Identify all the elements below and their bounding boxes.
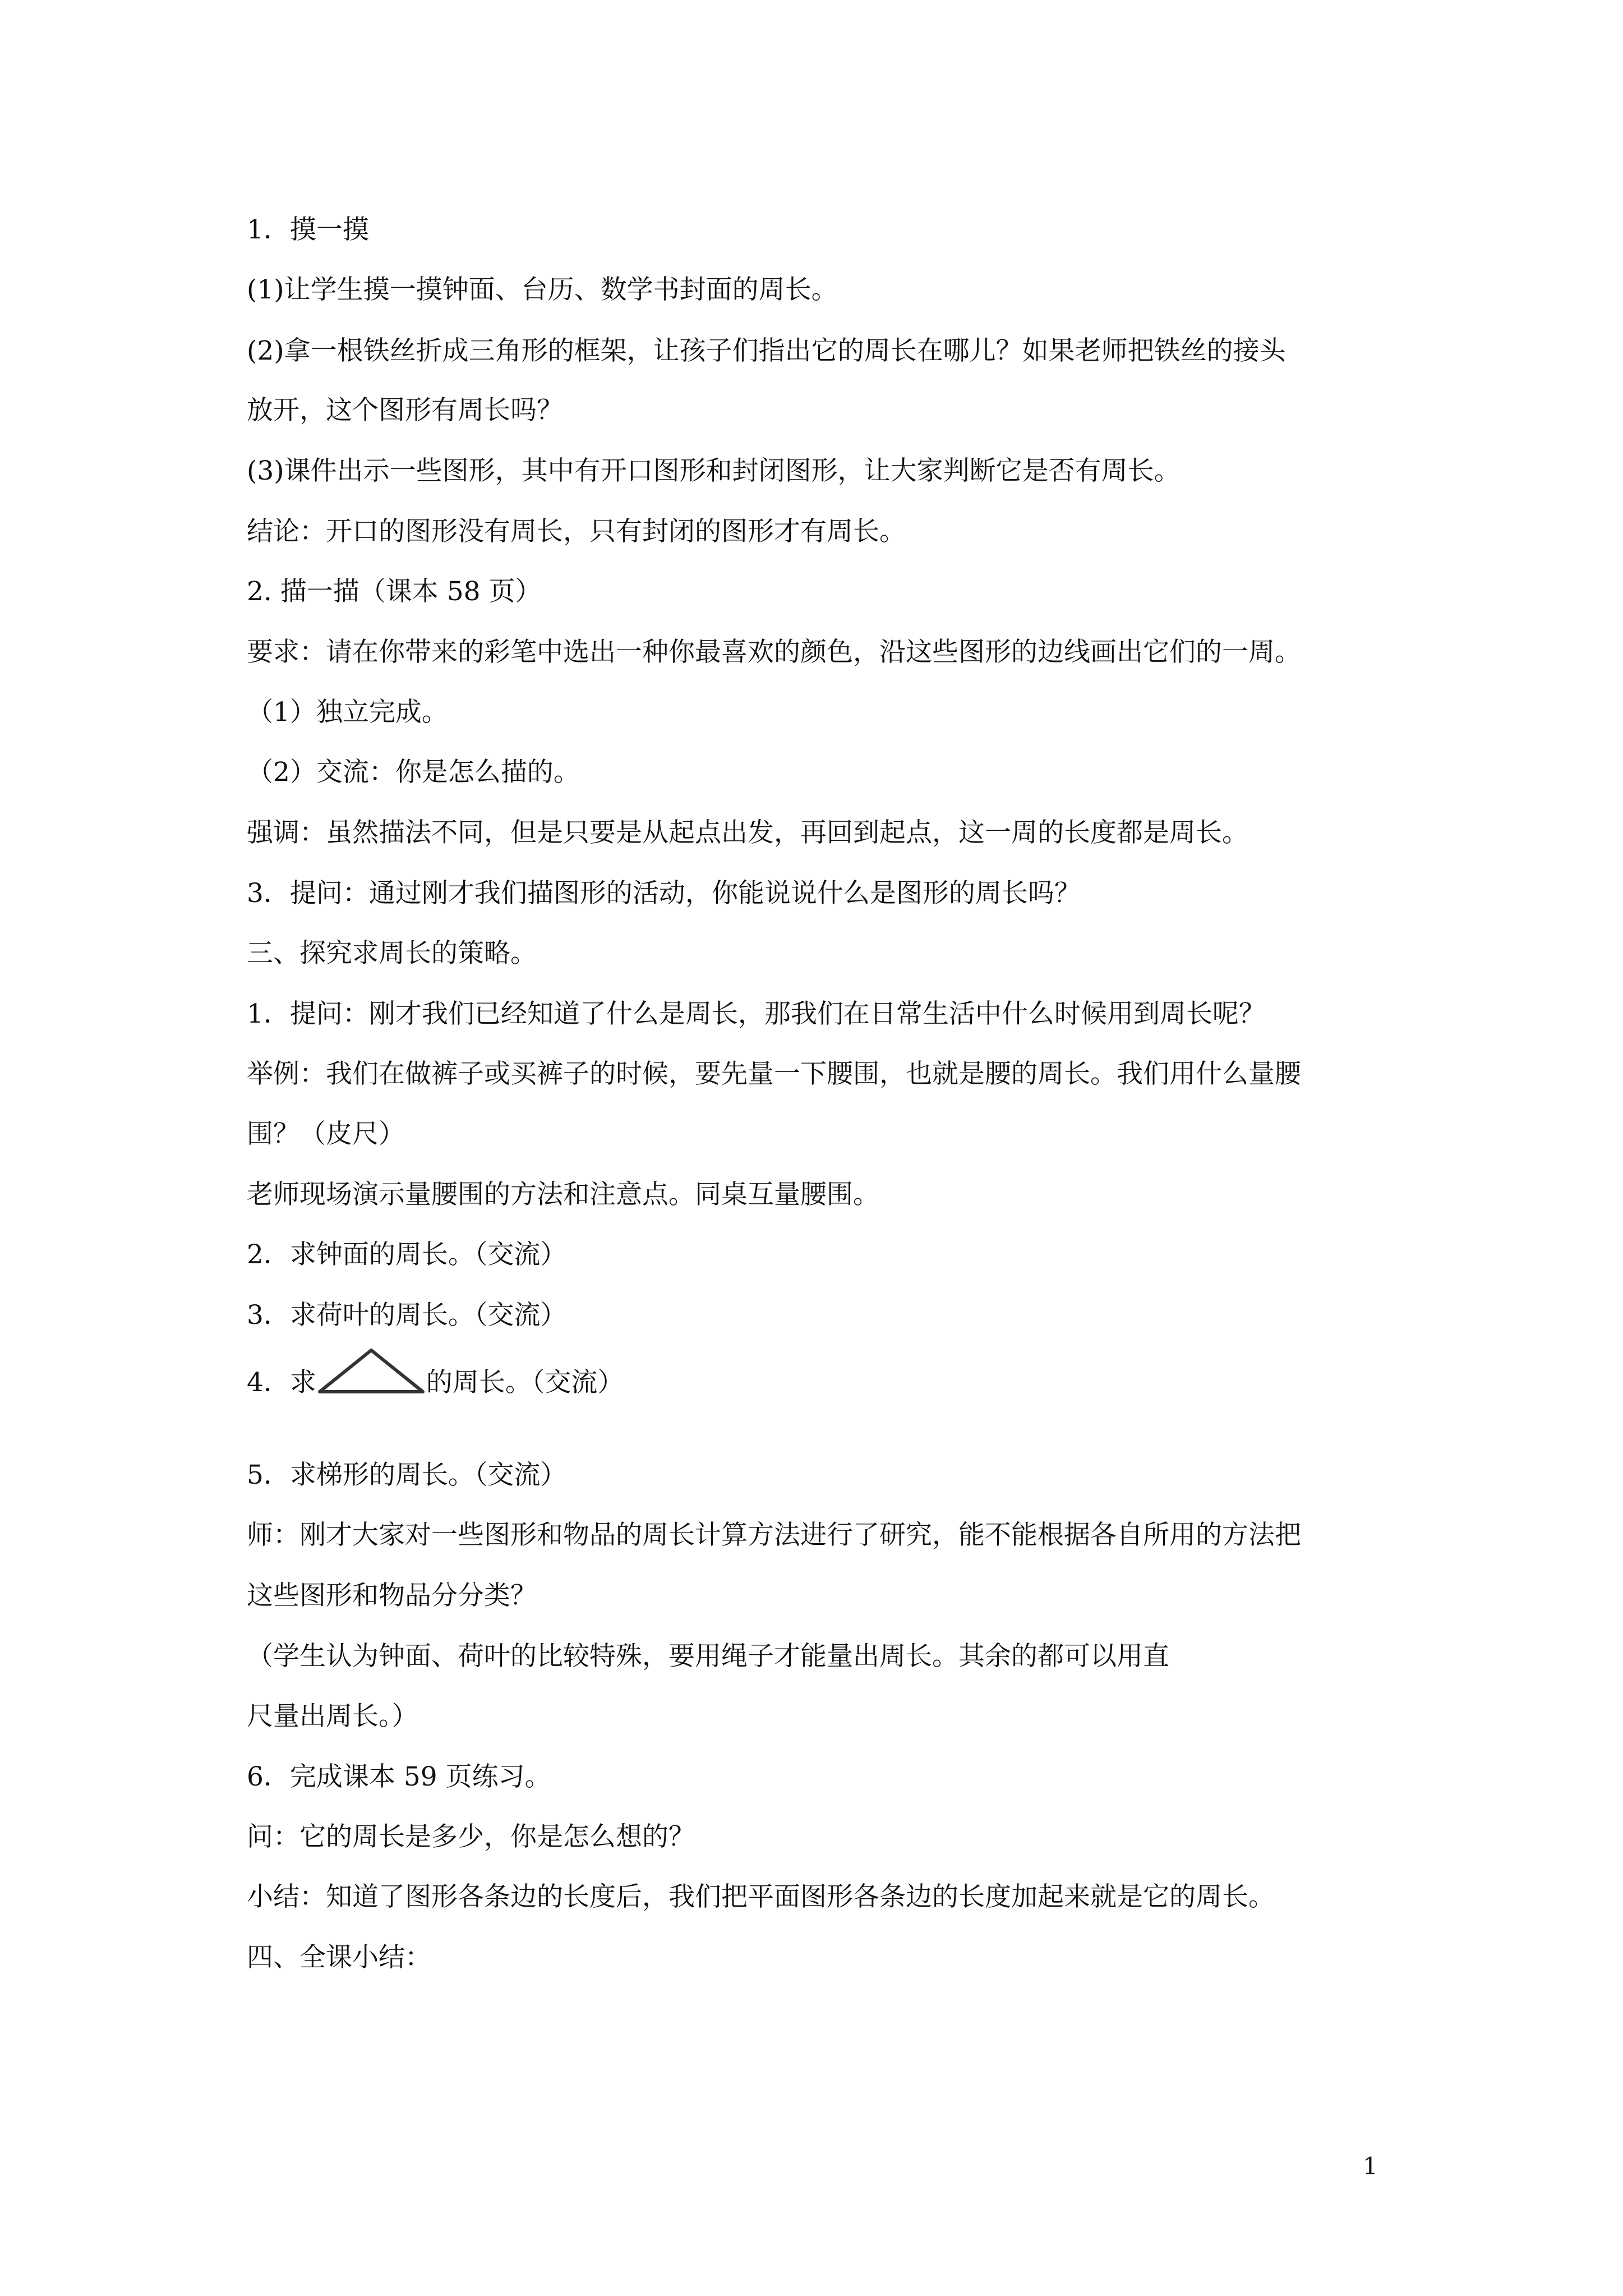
text-line: 三、探究求周长的策略。 <box>247 938 537 969</box>
triangle-line-suffix: 的周长。（交流） <box>426 1367 624 1398</box>
text-line: （学生认为钟面、荷叶的比较特殊，要用绳子才能量出周长。其余的都可以用直 <box>247 1641 1169 1672</box>
text-line: 要求：请在你带来的彩笔中选出一种你最喜欢的颜色，沿这些图形的边线画出它们的一周。 <box>247 637 1301 668</box>
text-line: 这些图形和物品分分类？ <box>247 1580 537 1611</box>
text-line: 围？（皮尺） <box>247 1119 405 1149</box>
text-line: 2．求钟面的周长。（交流） <box>247 1239 567 1270</box>
text-line: 5．求梯形的周长。（交流） <box>247 1460 567 1490</box>
text-line: 举例：我们在做裤子或买裤子的时候，要先量一下腰围，也就是腰的周长。我们用什么量腰 <box>247 1059 1301 1089</box>
text-line: 3．求荷叶的周长。（交流） <box>247 1300 567 1331</box>
triangle-line <box>247 1343 624 1400</box>
text-line: 小结：知道了图形各条边的长度后，我们把平面图形各条边的长度加起来就是它的周长。 <box>247 1881 1275 1912</box>
text-line: 2. 描一描（课本 58 页） <box>247 576 542 607</box>
text-line: (1)让学生摸一摸钟面、台历、数学书封面的周长。 <box>247 274 838 305</box>
text-line: （2）交流：你是怎么描的。 <box>247 757 580 788</box>
text-line: 尺量出周长。） <box>247 1701 418 1732</box>
triangle-line-prefix: 4．求 <box>247 1367 316 1398</box>
text-line: 1．提问：刚才我们已经知道了什么是周长，那我们在日常生活中什么时候用到周长呢？ <box>247 999 1265 1029</box>
text-line: 放开，这个图形有周长吗？ <box>247 395 563 426</box>
text-line: 3．提问：通过刚才我们描图形的活动，你能说说什么是图形的周长吗？ <box>247 878 1081 909</box>
text-line: 老师现场演示量腰围的方法和注意点。同桌互量腰围。 <box>247 1179 879 1210</box>
text-line: 6．完成课本 59 页练习。 <box>247 1761 551 1792</box>
text-line: 结论：开口的图形没有周长，只有封闭的图形才有周长。 <box>247 516 906 547</box>
text-line: 师：刚才大家对一些图形和物品的周长计算方法进行了研究，能不能根据各自所用的方法把 <box>247 1520 1301 1550</box>
text-line: 1．摸一摸 <box>247 214 369 245</box>
text-line: 强调：虽然描法不同，但是只要是从起点出发，再回到起点，这一周的长度都是周长。 <box>247 817 1248 848</box>
page-number: 1 <box>1363 2152 1378 2180</box>
text-line: 问：它的周长是多少，你是怎么想的？ <box>247 1821 695 1852</box>
text-line: (2)拿一根铁丝折成三角形的框架，让孩子们指出它的周长在哪儿？如果老师把铁丝的接头 <box>247 335 1286 366</box>
text-line: （1）独立完成。 <box>247 697 448 728</box>
triangle-icon <box>317 1343 425 1400</box>
text-line: 四、全课小结： <box>247 1942 431 1973</box>
text-line: (3)课件出示一些图形，其中有开口图形和封闭图形，让大家判断它是否有周长。 <box>247 455 1181 486</box>
